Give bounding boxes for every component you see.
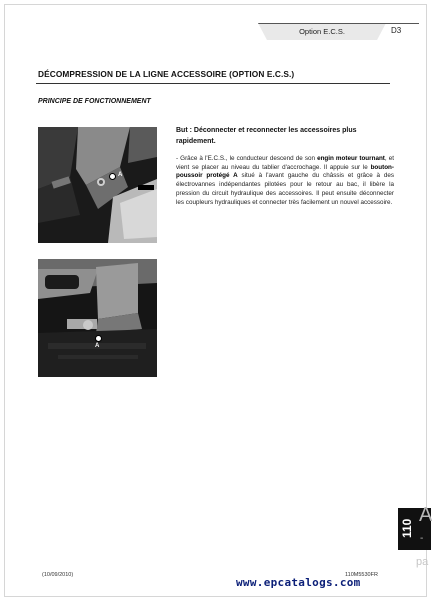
callout-a-label: A [95, 343, 100, 349]
push-button-illustration [38, 259, 157, 377]
header-title: Option E.C.S. [299, 27, 345, 36]
tractor-chassis-photo [38, 127, 157, 243]
paragraph-text: - Grâce à l'E.C.S., le conducteur descend de son [176, 155, 318, 162]
callout-a-label: A [118, 172, 123, 178]
edge-page-text: pa [416, 556, 429, 568]
chapter-tab-letter: A [419, 504, 432, 526]
section-title: DÉCOMPRESSION DE LA LIGNE ACCESSOIRE (OPTION E.C.S.) [38, 69, 295, 79]
goal-statement: But : Déconnecter et reconnecter les accessoires plus rapidement. [176, 127, 357, 145]
footer-reference: 110M5530FR [345, 572, 378, 578]
callout-a-marker [95, 335, 102, 342]
paragraph-text: , et vient se placer au niveau du tablier d'accrochage. Il appuie sur le [176, 155, 394, 171]
section-subtitle: PRINCIPE DE FONCTIONNEMENT [38, 98, 151, 105]
paragraph-emphasis: bouton-poussoir protégé A [176, 163, 394, 180]
chapter-tab-number: 110 [400, 518, 414, 538]
paragraph-emphasis: engin moteur tournant [317, 155, 385, 162]
paragraph-text: situé à l'avant gauche du châssis et grâce à des électrovannes indépendantes pilotées pour le retour au bac, il libère la pression du circuit hydraulique des accessoires. Il peut ensuite déconnecter les coupleurs hydrauliques et connecter très facilement un nouvel accessoire. [176, 172, 394, 206]
header-line [383, 23, 419, 24]
procedure-paragraph [176, 155, 394, 207]
callout-a-marker [109, 173, 116, 180]
tractor-chassis-illustration [38, 127, 157, 243]
push-button-photo [38, 259, 157, 377]
chapter-tab-mark: - [420, 533, 424, 544]
footer-date: (10/09/2010) [42, 572, 74, 578]
page-code: D3 [391, 26, 402, 35]
watermark: www.epcatalogs.com [236, 576, 361, 589]
section-divider [36, 83, 390, 84]
